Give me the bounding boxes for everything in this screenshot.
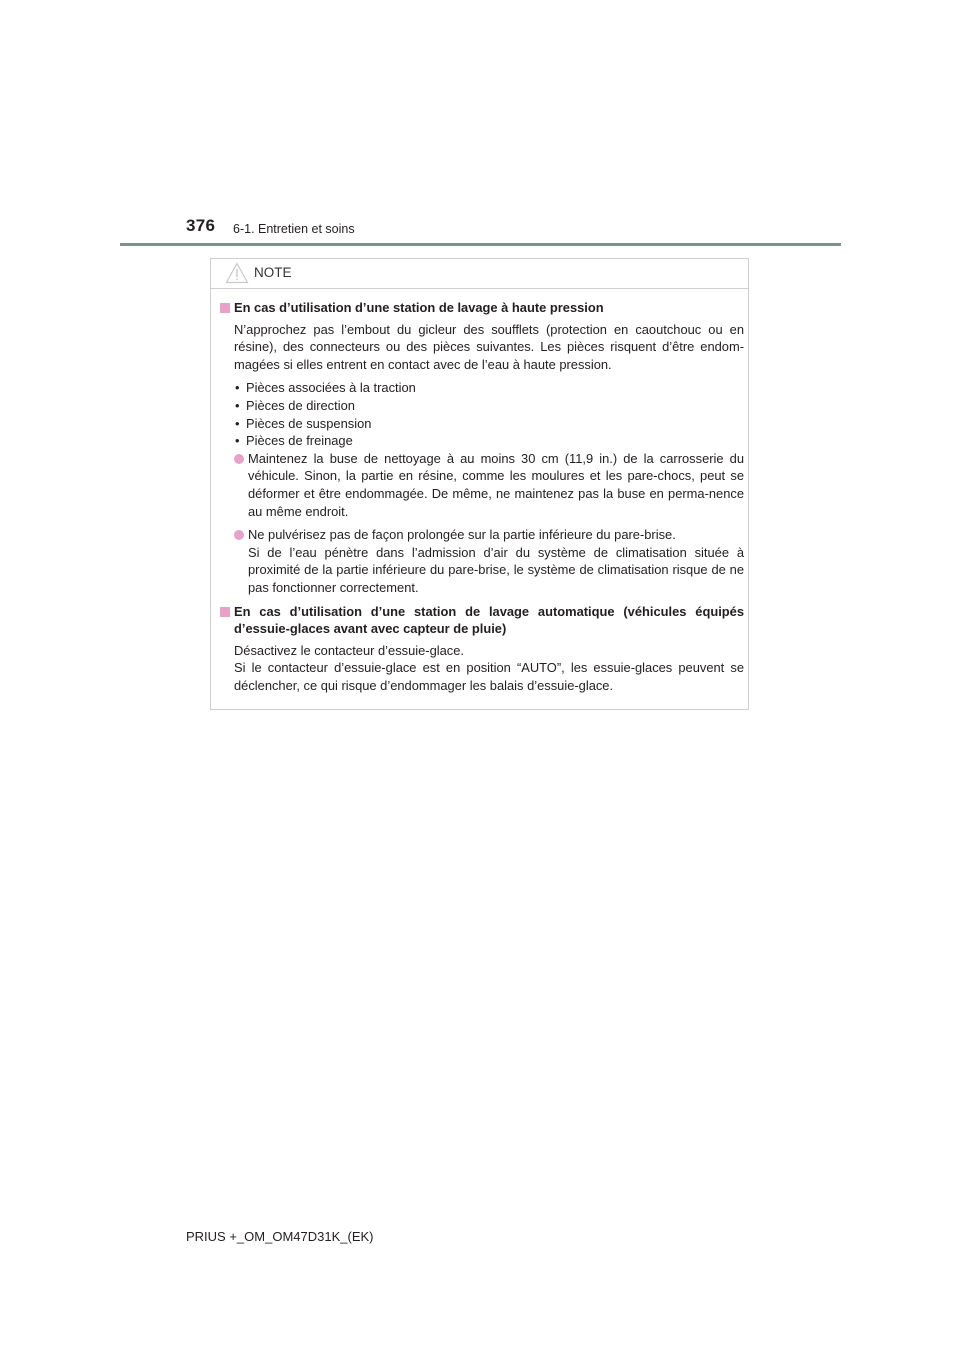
section-title: 6-1. Entretien et soins xyxy=(233,222,355,236)
bullet-dot-icon: • xyxy=(235,433,240,449)
section-heading xyxy=(217,603,744,638)
bullet-dot-icon: • xyxy=(235,397,240,413)
circle-item xyxy=(217,450,744,520)
bullet-dot-icon: • xyxy=(235,415,240,431)
list-item-text: Pièces de suspension xyxy=(246,415,372,431)
footer-doc-code: PRIUS +_OM_OM47D31K_(EK) xyxy=(186,1229,374,1244)
section-heading-text: En cas d’utilisation d’une station de lavage automatique (véhicules équipés d’essuie-glaces avant avec capteur de pluie) xyxy=(234,603,744,637)
circle-item xyxy=(217,526,744,596)
list-item-text: Pièces de freinage xyxy=(246,433,353,449)
square-bullet-icon xyxy=(220,607,230,617)
header-rule xyxy=(120,243,841,246)
note-header xyxy=(211,259,748,289)
circle-bullet-icon xyxy=(234,454,244,464)
list-item xyxy=(234,397,744,415)
paragraph: Si le contacteur d’essuie-glace est en position “AUTO”, les essuie-glaces peuvent se déclencher, ce qui risque d’endommager les balais d’essuie-glace. xyxy=(234,660,744,693)
paragraph: N’approchez pas l’embout du gicleur des soufflets (protection en caoutchouc ou en résine), des connecteurs ou des pièces suivantes. Les pièces risquent d’être endom-magées si elles entrent en contact avec de l’eau à haute pression. xyxy=(234,321,744,372)
section-heading-text: En cas d’utilisation d’une station de lavage à haute pression xyxy=(234,300,604,315)
paragraph: Désactivez le contacteur d’essuie-glace. xyxy=(234,642,464,658)
warning-triangle-icon xyxy=(225,262,249,284)
circle-item-text: Maintenez la buse de nettoyage à au moins 30 cm (11,9 in.) de la carrosserie du véhicule. Sinon, la partie en résine, comme les moulures et les pare-chocs, peut se déformer et être endommagée. De même, ne maintenez pas la buse en perma-nence au même endroit. xyxy=(248,450,744,519)
note-body xyxy=(217,299,744,694)
circle-item-continuation: Si de l’eau pénètre dans l’admission d’air du système de climatisation située à proximité de la partie inférieure du pare-brise, le système de climatisation risque de ne pas fonctionner correctement. xyxy=(248,544,744,595)
list-item-text: Pièces associées à la traction xyxy=(246,380,416,396)
list-item-text: Pièces de direction xyxy=(246,397,355,413)
page-number: 376 xyxy=(186,216,216,235)
bullet-list xyxy=(217,379,744,449)
list-item xyxy=(234,379,744,397)
list-item xyxy=(234,415,744,433)
circle-item-text: Ne pulvérisez pas de façon prolongée sur la partie inférieure du pare-brise. xyxy=(248,527,676,543)
bullet-dot-icon: • xyxy=(235,380,240,396)
list-item xyxy=(234,432,744,450)
circle-bullet-icon xyxy=(234,530,244,540)
note-label: NOTE xyxy=(254,265,292,280)
note-box xyxy=(210,258,749,710)
square-bullet-icon xyxy=(220,303,230,313)
section-heading xyxy=(217,299,744,317)
